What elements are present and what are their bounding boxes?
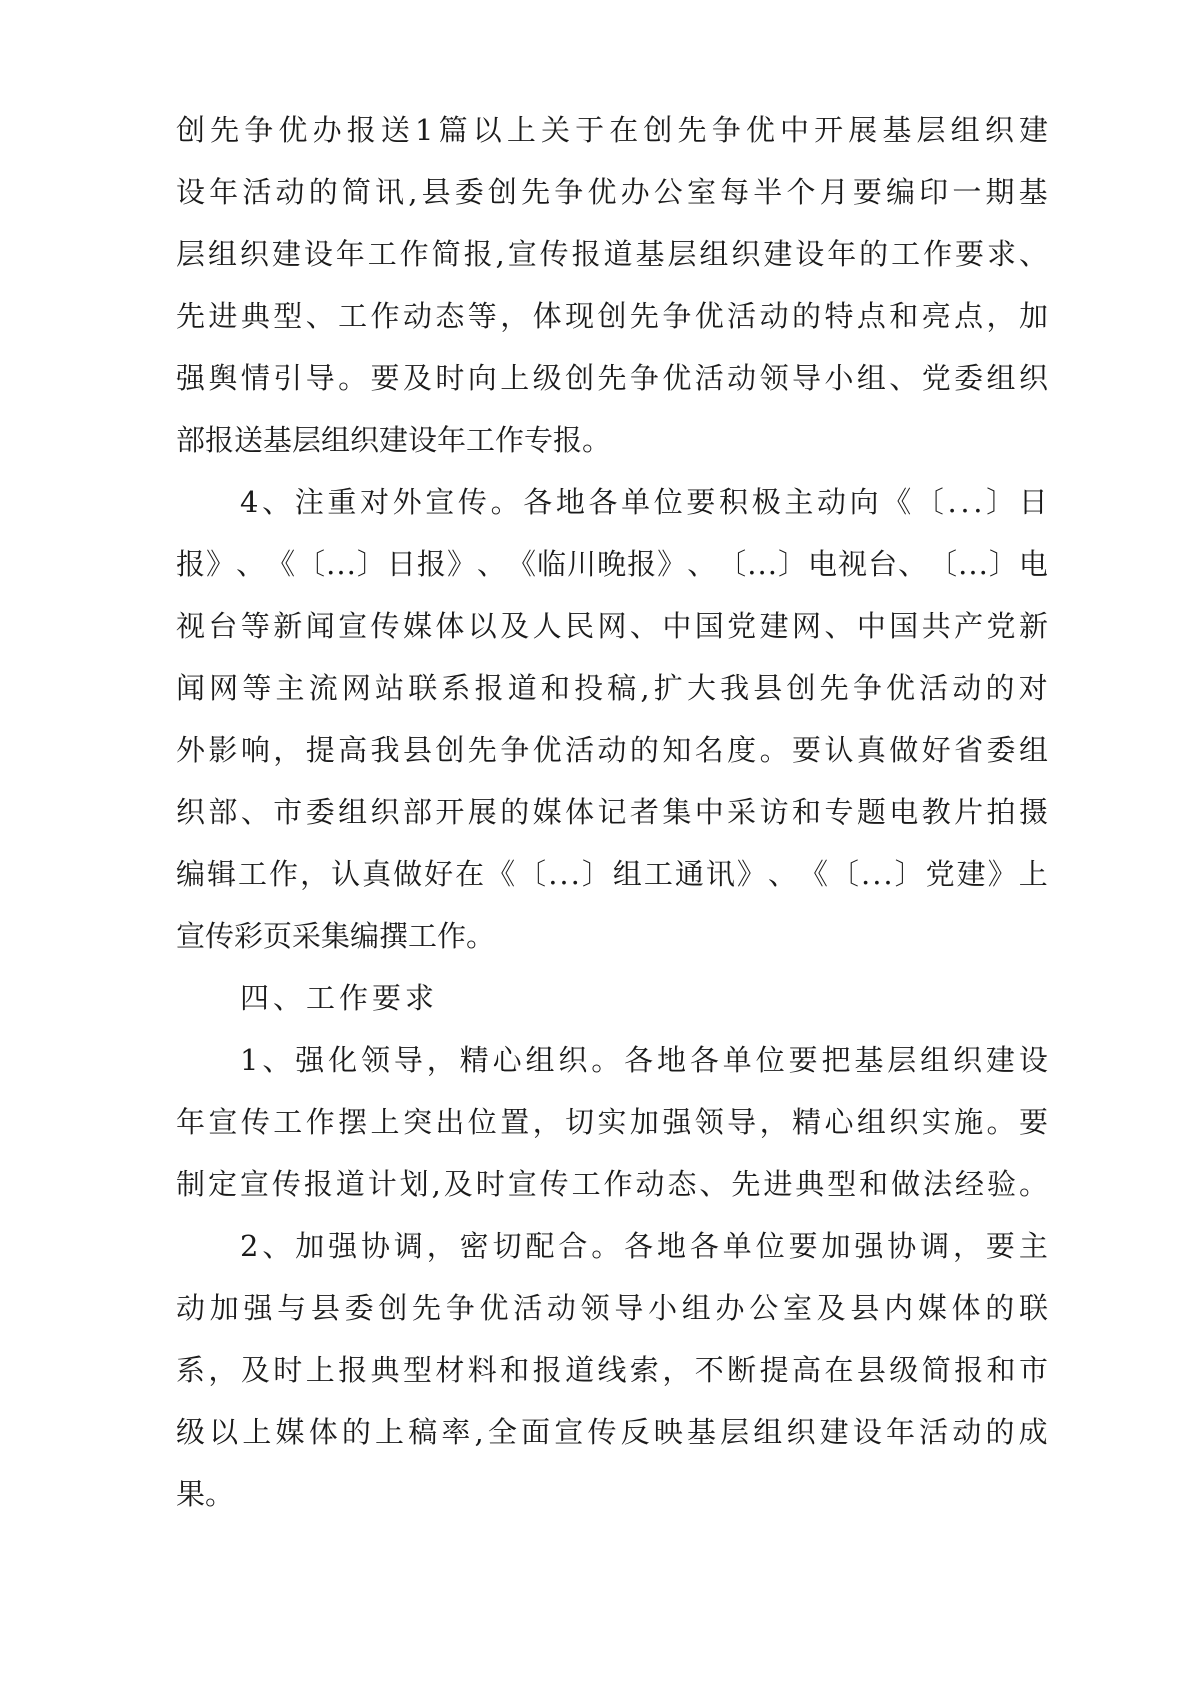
paragraph-line: 果。: [176, 1477, 235, 1511]
paragraph-line: 外 影 响 ， 提 高 我 县 创 先 争 优 活 动 的 知 名 度 。 要 认 真 做 好 省 委 组: [176, 733, 1048, 767]
paragraph-line: 创 先 争 优 办 报 送 1 篇 以 上 关 于 在 创 先 争 优 中 开 展 基 层 组 织 建: [176, 113, 1048, 147]
paragraph-line: 系 ， 及 时 上 报 典 型 材 料 和 报 道 线 索 ， 不 断 提 高 在 县 级 简 报 和 市: [176, 1353, 1048, 1387]
paragraph-line: 动 加 强 与 县 委 创 先 争 优 活 动 领 导 小 组 办 公 室 及 县 内 媒 体 的 联: [176, 1291, 1048, 1325]
paragraph-line: 级 以 上 媒 体 的 上 稿 率 , 全 面 宣 传 反 映 基 层 组 织 建 设 年 活 动 的 成: [176, 1415, 1048, 1449]
paragraph-line: 设 年 活 动 的 简 讯 , 县 委 创 先 争 优 办 公 室 每 半 个 月 要 编 印 一 期 基: [176, 175, 1048, 209]
paragraph-line: 1 、 强 化 领 导 ， 精 心 组 织 。 各 地 各 单 位 要 把 基 层 组 织 建 设: [240, 1043, 1048, 1077]
paragraph-line: 强 舆 情 引 导 。 要 及 时 向 上 级 创 先 争 优 活 动 领 导 小 组 、 党 委 组 织: [176, 361, 1048, 395]
paragraph-line: 制 定 宣 传 报 道 计 划 , 及 时 宣 传 工 作 动 态 、 先 进 典 型 和 做 法 经 验 。: [176, 1167, 1048, 1201]
paragraph-line: 宣传彩页采集编撰工作。: [176, 919, 496, 953]
paragraph-line: 编 辑 工 作 ， 认 真 做 好 在 《 〔 . . . 〕 组 工 通 讯 》 、 《 〔 . . . 〕 党 建 》 上: [176, 857, 1048, 891]
paragraph-line: 4 、 注 重 对 外 宣 传 。 各 地 各 单 位 要 积 极 主 动 向 《 〔 . . . 〕 日: [240, 485, 1048, 519]
section-heading: 四、工作要求: [240, 981, 439, 1015]
paragraph-line: 闻 网 等 主 流 网 站 联 系 报 道 和 投 稿 , 扩 大 我 县 创 先 争 优 活 动 的 对: [176, 671, 1048, 705]
paragraph-line: 部报送基层组织建设年工作专报。: [176, 423, 612, 457]
paragraph-line: 先 进 典 型 、 工 作 动 态 等 ， 体 现 创 先 争 优 活 动 的 特 点 和 亮 点 ， 加: [176, 299, 1048, 333]
paragraph-line: 2 、 加 强 协 调 ， 密 切 配 合 。 各 地 各 单 位 要 加 强 协 调 ， 要 主: [240, 1229, 1048, 1263]
paragraph-line: 年 宣 传 工 作 摆 上 突 出 位 置 ， 切 实 加 强 领 导 ， 精 心 组 织 实 施 。 要: [176, 1105, 1048, 1139]
paragraph-line: 层 组 织 建 设 年 工 作 简 报 , 宣 传 报 道 基 层 组 织 建 设 年 的 工 作 要 求 、: [176, 237, 1048, 271]
paragraph-line: 织 部 、 市 委 组 织 部 开 展 的 媒 体 记 者 集 中 采 访 和 专 题 电 教 片 拍 摄: [176, 795, 1048, 829]
paragraph-line: 报 》 、 《 〔 . . . 〕 日 报 》 、 《 临 川 晚 报 》 、 〔 . . . 〕 电 视 台 、 〔 . . . 〕 电: [176, 547, 1048, 581]
paragraph-line: 视 台 等 新 闻 宣 传 媒 体 以 及 人 民 网 、 中 国 党 建 网 、 中 国 共 产 党 新: [176, 609, 1048, 643]
